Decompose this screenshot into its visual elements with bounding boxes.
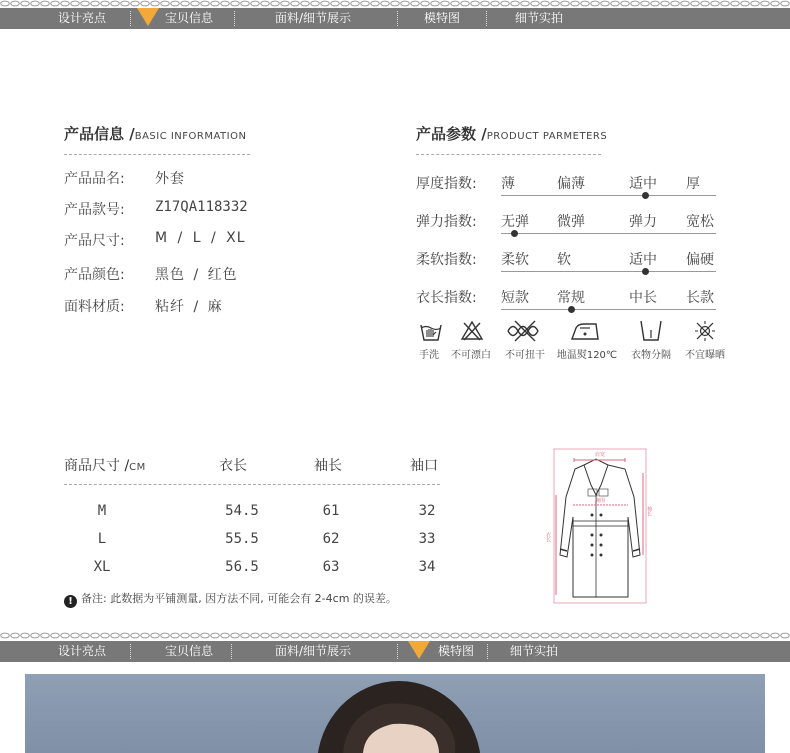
info-value: M / L / XL [155,230,246,246]
size-label: XL [93,559,111,575]
care-label: 不宜曝晒 [685,350,725,361]
param-indicator-dot [568,306,575,313]
info-value: 粘纤 / 麻 [155,299,223,315]
info-value: Z17QA118332 [155,199,248,215]
size-cell: 61 [322,503,340,519]
nav-tab-fabric[interactable]: 面料/细节展示 [274,11,352,25]
nav-tab-model[interactable]: 模特图 [437,644,475,658]
param-option: 软 [557,252,571,268]
care-label: 衣物分隔 [631,350,671,361]
coat-measurement-diagram [540,445,655,605]
warning-icon: ! [64,595,77,608]
size-unit: CM [129,462,146,473]
nav-separator [234,11,235,26]
product-info-title: 产品信息 /BASIC INFORMATION [64,125,247,143]
chain-border-bottom [0,632,790,639]
param-option: 宽松 [686,214,714,230]
size-cell: 32 [418,503,436,519]
nav-separator [231,644,232,659]
param-option: 微弹 [557,214,585,230]
size-cell: 56.5 [225,559,259,575]
diagram-shoulder-label: 肩宽 [594,452,606,458]
param-option: 常规 [557,290,585,306]
nav-active-marker [408,641,430,659]
no-wring-icon [505,318,545,344]
no-bleach-icon [459,318,485,344]
param-option: 偏薄 [557,176,585,192]
care-label: 不可扭干 [505,350,545,361]
diagram-sleeve-label: 袖长 [646,506,652,516]
product-params-subtitle: PRODUCT PARMETERS [486,131,608,142]
care-label: 手洗 [419,350,439,361]
size-cell: 63 [322,559,340,575]
divider [64,154,250,155]
param-indicator-dot [511,230,518,237]
param-option: 长款 [686,290,714,306]
size-column-header: 衣长 [219,458,247,474]
nav-tab-design[interactable]: 设计亮点 [57,644,107,658]
param-label: 弹力指数: [416,214,477,230]
info-label: 面料材质: [64,299,125,315]
nav-separator [397,644,398,659]
size-cell: 55.5 [225,531,259,547]
param-indicator-dot [642,192,649,199]
param-option: 弹力 [629,214,657,230]
param-option: 偏硬 [686,252,714,268]
info-label: 产品款号: [64,202,125,218]
nav-tab-fabric[interactable]: 面料/细节展示 [274,644,352,658]
param-label: 厚度指数: [416,176,477,192]
model-photo [25,674,765,753]
info-label: 产品颜色: [64,267,125,283]
nav-separator [487,644,488,659]
chain-border-top [0,0,790,7]
info-label: 产品尺寸: [64,233,125,249]
bottom-nav-bar [0,641,790,662]
param-label: 柔软指数: [416,252,477,268]
diagram-length-label: 衣长 [545,532,551,542]
param-label: 衣长指数: [416,290,477,306]
product-info-subtitle: BASIC INFORMATION [134,131,247,142]
size-note: ! 备注: 此数据为平铺测量, 因方法不同, 可能会有 2-4cm 的误差。 [64,590,397,608]
nav-separator [397,11,398,26]
size-label: M [97,503,107,519]
param-option: 薄 [501,176,515,192]
size-column-header: 袖口 [410,458,438,474]
info-label: 产品品名: [64,171,125,187]
top-nav-bar [0,8,790,29]
size-table-title: 商品尺寸 /CM [64,458,146,474]
nav-tab-detail[interactable]: 细节实拍 [514,11,564,25]
param-indicator-dot [642,268,649,275]
nav-separator [130,644,131,659]
param-option: 适中 [629,176,657,192]
size-cell: 34 [418,559,436,575]
hang-dry-icon [638,318,664,344]
nav-tab-detail[interactable]: 细节实拍 [509,644,559,658]
nav-tab-design[interactable]: 设计亮点 [57,11,107,25]
param-scale-line [501,271,716,272]
no-sun-icon [692,318,718,344]
hand-wash-icon [418,318,444,344]
param-option: 中长 [629,290,657,306]
nav-separator [486,11,487,26]
nav-separator [130,11,131,26]
care-label: 不可漂白 [451,350,491,361]
iron-icon [566,318,606,344]
care-label: 地温熨120℃ [556,350,618,361]
nav-tab-info[interactable]: 宝贝信息 [164,644,214,658]
size-cell: 54.5 [225,503,259,519]
param-scale-line [501,233,716,234]
param-option: 厚 [686,176,700,192]
size-column-header: 袖长 [314,458,342,474]
size-cell: 33 [418,531,436,547]
param-option: 适中 [629,252,657,268]
param-option: 短款 [501,290,529,306]
size-cell: 62 [322,531,340,547]
param-option: 柔软 [501,252,529,268]
nav-tab-model[interactable]: 模特图 [423,11,461,25]
diagram-chest-label: 胸围 [594,498,606,504]
nav-tab-info[interactable]: 宝贝信息 [164,11,214,25]
param-option: 无弹 [501,214,529,230]
divider [416,154,601,155]
param-scale-line [501,195,716,196]
param-scale-line [501,309,716,310]
nav-active-marker [137,8,159,26]
size-label: L [97,531,107,547]
divider [64,484,440,485]
info-value: 外套 [155,171,185,187]
product-params-title: 产品参数 /PRODUCT PARMETERS [416,125,608,143]
info-value: 黑色 / 红色 [155,267,238,283]
